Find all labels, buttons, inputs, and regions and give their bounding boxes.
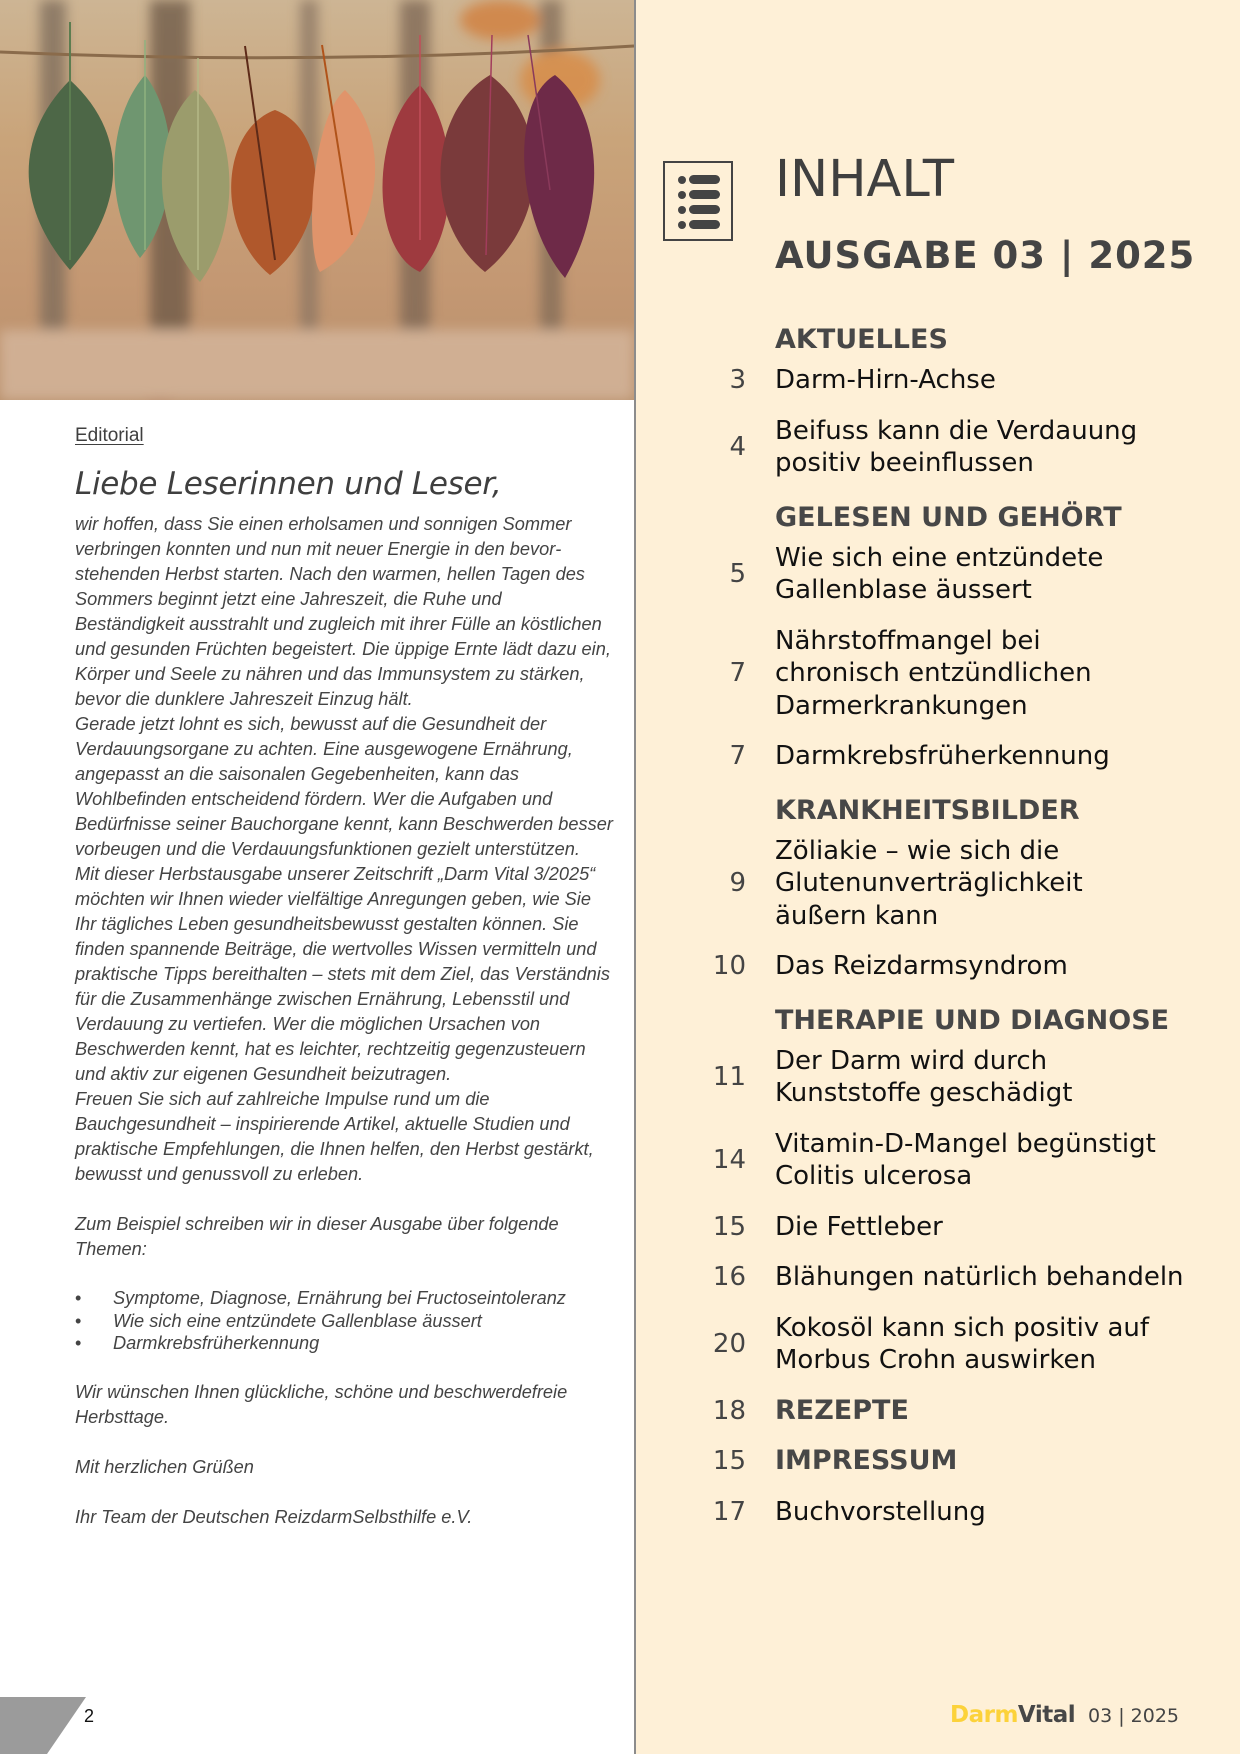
toc-entry-title: Darm-Hirn-Achse (775, 365, 996, 395)
table-of-contents (700, 320, 1240, 1546)
toc-entry[interactable] (700, 835, 1240, 933)
toc-entry-page: 16 (712, 1262, 746, 1293)
toc-entry-title: Wie sich eine entzündete Gallenblase äussert (775, 542, 1104, 605)
toc-entry[interactable] (700, 1395, 1240, 1428)
page-tab-shape (0, 1697, 86, 1754)
editorial-paragraph: wir hoffen, dass Sie einen erholsamen und sonnigen Sommer verbringen konnten und nun mit neuer Energie in den bevorstehenden Herbst starten. Nach den warmen, hellen Tagen des Sommers beginnt jetzt eine Jahreszeit, die Ruhe und Beständigkeit ausstrahlt und zugleich mit ihrer Fülle an köstlichen und gesunden Früchten begeistert. Die üppige Ernte lädt dazu ein, Körper und Seele zu nähren und das Immunsystem zu stärken, bevor die dunklere Jahreszeit Einzug hält. (75, 514, 611, 709)
issue-heading: AUSGABE 03 | 2025 (775, 234, 1196, 277)
editorial-title: Liebe Leserinnen und Leser, (75, 466, 502, 502)
closing-wish: Wir wünschen Ihnen glückliche, schöne und beschwerdefreie Herbsttage. (75, 1381, 568, 1427)
editorial-label: Editorial (75, 425, 144, 446)
toc-entry-title: Nährstoffmangel bei chronisch entzündlichen Darmerkrankungen (775, 625, 1092, 721)
autumn-leaves-image (0, 0, 634, 400)
toc-entry-page: 4 (729, 432, 746, 462)
toc-section-heading: AKTUELLES (775, 324, 948, 355)
toc-entry-title: Blähungen natürlich behandeln (775, 1262, 1184, 1292)
toc-entry-page: 17 (712, 1496, 746, 1527)
toc-entry[interactable] (700, 1128, 1240, 1193)
list-icon (663, 161, 733, 241)
topic-item: • Wie sich eine entzündete Gallenblase äussert (75, 1310, 482, 1331)
toc-entry-page: 5 (729, 559, 746, 589)
topic-item: • Darmkrebsfrüherkennung (75, 1333, 320, 1353)
topics-list (75, 1287, 615, 1355)
toc-entry-title: Der Darm wird durch Kunststoffe geschädigt (775, 1045, 1073, 1108)
signature: Ihr Team der Deutschen ReizdarmSelbsthilfe e.V. (75, 1506, 473, 1527)
toc-entry-title: Die Fettleber (775, 1211, 943, 1242)
toc-heading: INHALT (775, 150, 954, 209)
toc-entry-page: 15 (712, 1211, 746, 1242)
toc-entry-page: 9 (729, 868, 746, 899)
toc-entry[interactable] (700, 625, 1240, 723)
toc-entry-page: 14 (712, 1145, 746, 1175)
editorial-paragraph: Mit dieser Herbstausgabe unserer Zeitschrift „Darm Vital 3/2025“ möchten wir Ihnen wieder vielfältige Anregungen geben, wie Sie Ihr tägliches Leben gesundheitsbewusst gestalten können. Sie finden spannende Beiträge, die wertvolles Wissen vermitteln und praktische Tipps bereithalten – stets mit dem Ziel, das Verständnis für die Zusammenhänge zwischen Ernährung, Lebensstil und Verdauung zu vertiefen. Wer die möglichen Ursachen von Beschwerden kennt, hat es leichter, rechtzeitig gegenzusteuern und aktiv zur eigenen Gesundheit beizutragen. (75, 864, 610, 1084)
toc-entry-page: 7 (729, 741, 746, 772)
editorial-paragraph: Gerade jetzt lohnt es sich, bewusst auf die Gesundheit der Verdauungsorgane zu achten. Eine ausgewogene Ernährung, angepasst an die saisonalen Gegebenheiten, kann das Wohlbefinden entscheidend fördern. Wer die Aufgaben und Bedürfnisse seiner Bauchorgane kennt, kann Beschwerden besser vorbeugen und die Verdauungsfunktionen gezielt unterstützen. (75, 714, 613, 859)
toc-entry[interactable] (700, 1045, 1240, 1110)
bullet-icon: • (75, 1288, 82, 1308)
toc-entry[interactable] (700, 364, 1240, 397)
topics-intro: Zum Beispiel schreiben wir in dieser Ausgabe über folgende Themen: (75, 1214, 559, 1259)
toc-entry-title: Buchvorstellung (775, 1496, 986, 1527)
editorial-paragraph: Freuen Sie sich auf zahlreiche Impulse rund um die Bauchgesundheit – inspirierende Artikel, aktuelle Studien und praktische Empfehlungen, die Ihnen helfen, den Herbst gestärkt, bewusst und genussvoll zu erleben. (75, 1089, 594, 1184)
toc-entry-page: 15 (712, 1446, 746, 1477)
toc-entry-page: 18 (712, 1395, 746, 1426)
toc-entry-title: REZEPTE (775, 1394, 909, 1426)
toc-section-heading: KRANKHEITSBILDER (775, 794, 1080, 826)
brand-logo: DarmVital (950, 1702, 1076, 1728)
toc-entry-title: Vitamin-D-Mangel begünstigt Colitis ulcerosa (775, 1128, 1156, 1191)
toc-entry[interactable] (700, 1261, 1240, 1294)
page-number: 2 (84, 1706, 95, 1726)
toc-entry-page: 11 (712, 1062, 746, 1092)
toc-entry[interactable] (700, 415, 1240, 480)
toc-entry[interactable] (700, 950, 1240, 983)
topic-item: • Symptome, Diagnose, Ernährung bei Fructoseintoleranz (75, 1288, 566, 1308)
toc-entry-page: 3 (729, 365, 746, 396)
editorial-body (75, 512, 615, 1530)
toc-entry-page: 20 (712, 1329, 746, 1359)
toc-entry-page: 10 (712, 951, 746, 982)
toc-entry-title: IMPRESSUM (775, 1445, 958, 1476)
toc-entry-title: Darmkrebsfrüherkennung (775, 741, 1110, 771)
toc-entry-page: 7 (729, 658, 746, 689)
toc-entry-title: Beifuss kann die Verdauung positiv beeinflussen (775, 415, 1138, 478)
toc-entry[interactable] (700, 1211, 1240, 1244)
toc-entry[interactable] (700, 1312, 1240, 1377)
bullet-icon: • (75, 1333, 82, 1353)
toc-section-heading: GELESEN UND GEHÖRT (775, 501, 1122, 533)
toc-section-heading: THERAPIE UND DIAGNOSE (775, 1004, 1170, 1036)
toc-entry-title: Zöliakie – wie sich die Glutenunverträglichkeit äußern kann (775, 835, 1083, 931)
toc-entry[interactable] (700, 1496, 1240, 1529)
footer-issue: 03 | 2025 (1088, 1705, 1180, 1727)
bullet-icon: • (75, 1310, 82, 1331)
toc-entry[interactable] (700, 542, 1240, 607)
header-photo (0, 0, 634, 400)
toc-entry[interactable] (700, 1445, 1240, 1478)
toc-entry-title: Das Reizdarmsyndrom (775, 951, 1068, 981)
editorial-section (75, 425, 615, 1530)
greeting: Mit herzlichen Grüßen (75, 1456, 254, 1477)
toc-entry-title: Kokosöl kann sich positiv auf Morbus Crohn auswirken (775, 1312, 1150, 1375)
toc-entry[interactable] (700, 740, 1240, 773)
